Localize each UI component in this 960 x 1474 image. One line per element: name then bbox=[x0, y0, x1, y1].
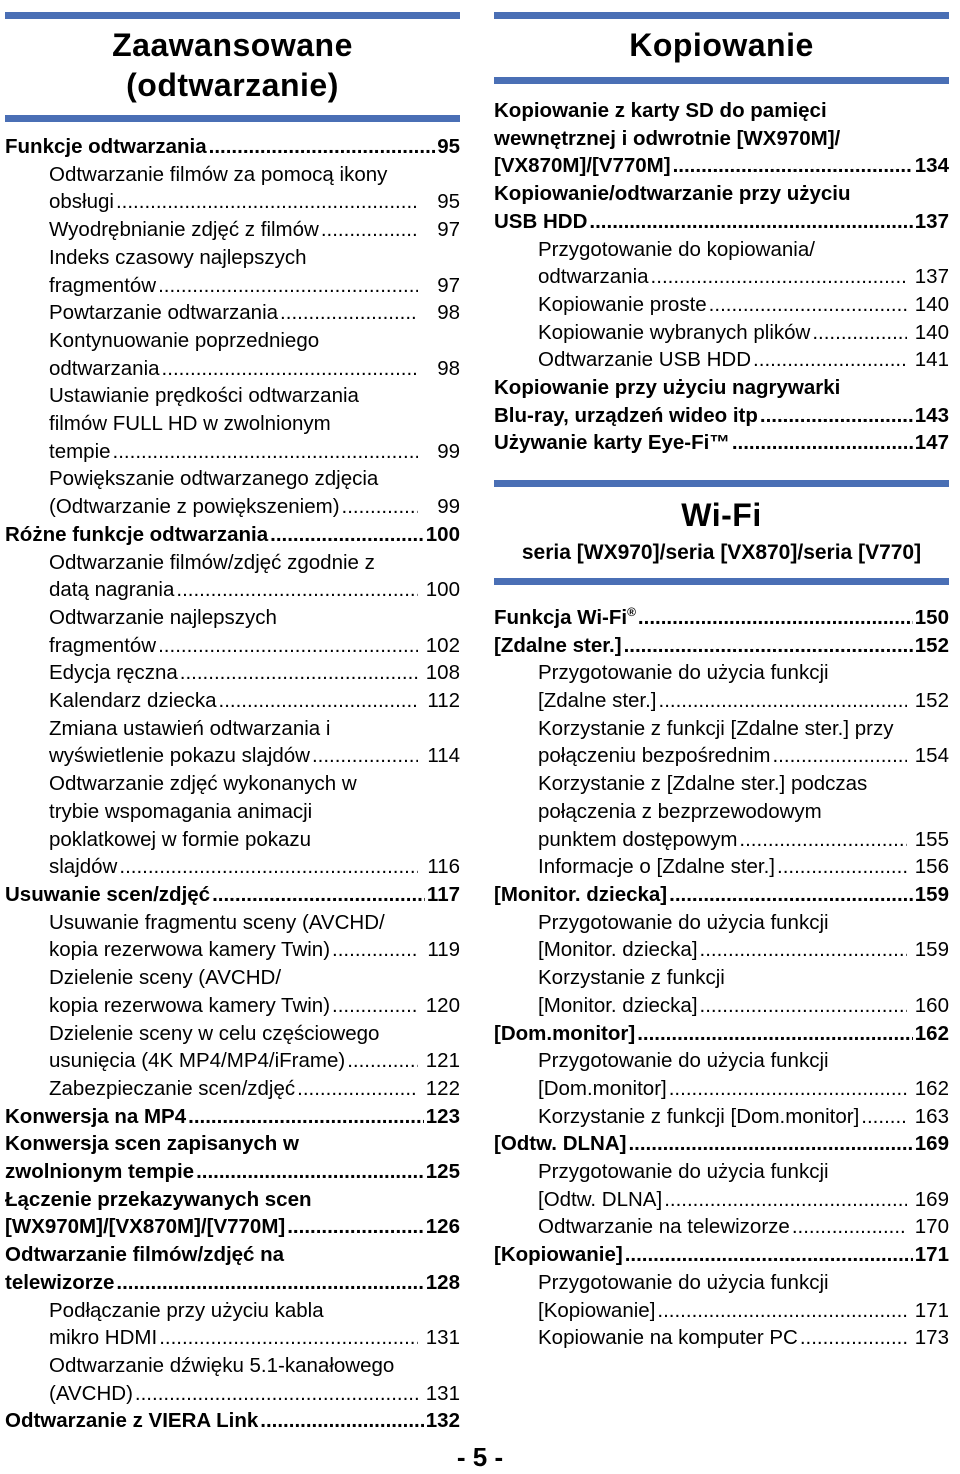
dot-leader bbox=[669, 881, 913, 909]
dot-leader bbox=[800, 1324, 907, 1352]
dot-leader bbox=[760, 402, 913, 430]
dot-leader bbox=[651, 263, 907, 291]
toc-page-number: 99 bbox=[437, 439, 460, 463]
toc-entry-text: Różne funkcje odtwarzania bbox=[5, 522, 269, 546]
toc-entry[interactable] bbox=[494, 180, 949, 235]
toc-page-number: 119 bbox=[427, 938, 460, 962]
toc-subentry[interactable] bbox=[494, 909, 949, 964]
toc-subentry[interactable] bbox=[494, 964, 949, 1019]
toc-page-number: 95 bbox=[437, 190, 460, 214]
section-top-bar bbox=[494, 12, 949, 19]
toc-page-number: 108 bbox=[425, 661, 460, 685]
toc-entry-text: Korzystanie z funkcji [Dom.monitor] bbox=[538, 1104, 860, 1128]
dot-leader bbox=[196, 1158, 424, 1186]
toc-page-number: 122 bbox=[425, 1076, 460, 1100]
toc-page-number: 162 bbox=[914, 1076, 949, 1100]
toc-entry-text: Informacje o [Zdalne ster.] bbox=[538, 855, 776, 879]
toc-entry-text: kopia rezerwowa kamery Twin) bbox=[49, 993, 331, 1017]
toc-entry[interactable] bbox=[5, 1186, 460, 1241]
toc-entry-text: Kopiowanie proste bbox=[538, 292, 707, 316]
toc-subentry[interactable] bbox=[494, 659, 949, 714]
toc-entry-text: [VX870M]/[V770M] bbox=[494, 154, 671, 178]
toc-page-number: 100 bbox=[425, 578, 460, 602]
dot-leader bbox=[176, 576, 418, 604]
dot-leader bbox=[637, 1020, 913, 1048]
section-title: Kopiowanie bbox=[629, 27, 814, 63]
toc-page-number: 169 bbox=[914, 1132, 949, 1156]
toc-entry-text: tempie bbox=[49, 439, 111, 463]
toc-left-column bbox=[5, 0, 460, 1435]
toc-page-number: 143 bbox=[914, 403, 949, 427]
dot-leader bbox=[700, 936, 907, 964]
toc-page-number: 137 bbox=[914, 209, 949, 233]
toc-entry-text: Podłączanie przy użyciu kabla bbox=[49, 1298, 324, 1322]
toc-entry-text: [Zdalne ster.] bbox=[538, 689, 657, 713]
toc-page-number: 169 bbox=[914, 1187, 949, 1211]
toc-page-number: 112 bbox=[427, 689, 460, 713]
toc-entry-text: poklatkowej w formie pokazu bbox=[49, 827, 312, 851]
toc-page-number: 171 bbox=[914, 1298, 949, 1322]
toc-entry-text: Funkcje odtwarzania bbox=[5, 135, 207, 158]
toc-list bbox=[494, 599, 949, 1352]
toc-entry-text: odtwarzania bbox=[49, 356, 160, 380]
dot-leader bbox=[119, 853, 418, 881]
toc-entry[interactable] bbox=[494, 881, 949, 909]
toc-entry[interactable] bbox=[5, 1130, 460, 1185]
dot-leader bbox=[135, 1380, 418, 1408]
toc-entry[interactable] bbox=[5, 521, 460, 549]
toc-entry[interactable] bbox=[494, 97, 949, 180]
dot-leader bbox=[158, 272, 418, 300]
section-bottom-bar bbox=[494, 578, 949, 585]
toc-entry-text: Korzystanie z funkcji [Zdalne ster.] przy bbox=[538, 716, 894, 740]
toc-entry-text: Łączenie przekazywanych scen bbox=[5, 1187, 312, 1211]
toc-entry-text: obsługi bbox=[49, 190, 114, 214]
toc-page-number: 98 bbox=[437, 356, 460, 380]
section-title-line: Zaawansowane bbox=[112, 27, 353, 63]
toc-page-number: 95 bbox=[437, 135, 460, 158]
toc-entry-text: Zmiana ustawień odtwarzania i bbox=[49, 716, 331, 740]
toc-entry-text: zwolnionym tempie bbox=[5, 1160, 195, 1184]
toc-right-column bbox=[494, 0, 949, 1352]
toc-entry-text: Odtwarzanie filmów/zdjęć zgodnie z bbox=[49, 550, 375, 574]
dot-leader bbox=[812, 319, 907, 347]
toc-subentry[interactable] bbox=[494, 1047, 949, 1102]
dot-leader bbox=[700, 992, 907, 1020]
toc-subentry[interactable] bbox=[5, 382, 460, 465]
dot-leader bbox=[347, 1047, 418, 1075]
dot-leader bbox=[297, 1075, 418, 1103]
dot-leader bbox=[159, 1324, 418, 1352]
toc-subentry[interactable] bbox=[5, 549, 460, 604]
toc-entry[interactable] bbox=[5, 1407, 460, 1435]
dot-leader bbox=[342, 493, 418, 521]
toc-page-number: 100 bbox=[425, 522, 460, 546]
page-number: - 5 - bbox=[456, 1442, 504, 1472]
toc-entry-text: wyświetlenie pokazu slajdów bbox=[49, 744, 310, 768]
dot-leader bbox=[116, 188, 418, 216]
toc-entry-text: Kopiowanie na komputer PC bbox=[538, 1326, 798, 1350]
dot-leader bbox=[332, 992, 418, 1020]
toc-entry-text: Konwersja scen zapisanych w bbox=[5, 1132, 299, 1156]
toc-page-number: 159 bbox=[914, 938, 949, 962]
dot-leader bbox=[321, 216, 418, 244]
toc-subentry[interactable] bbox=[494, 346, 949, 374]
toc-entry-text: Przygotowanie do użycia funkcji bbox=[538, 661, 829, 685]
toc-page-number: 154 bbox=[914, 744, 949, 768]
toc-entry-text: Usuwanie scen/zdjęć bbox=[5, 882, 211, 906]
toc-page-number: 114 bbox=[427, 744, 460, 768]
toc-entry-text: datą nagrania bbox=[49, 578, 175, 602]
toc-page-number: 171 bbox=[914, 1243, 949, 1267]
toc-entry-text: Konwersja na MP4 bbox=[5, 1104, 187, 1128]
toc-entry-text: usunięcia (4K MP4/MP4/iFrame) bbox=[49, 1049, 346, 1073]
toc-entry-text: Odtwarzanie zdjęć wykonanych w bbox=[49, 772, 357, 796]
toc-page-number: 150 bbox=[914, 605, 949, 629]
toc-entry-text: wewnętrznej i odwrotnie [WX970M]/ bbox=[494, 126, 841, 150]
dot-leader bbox=[638, 604, 913, 632]
toc-subentry[interactable] bbox=[494, 1269, 949, 1324]
toc-entry-text: [Monitor. dziecka] bbox=[538, 993, 698, 1017]
toc-page-number: 99 bbox=[437, 495, 460, 519]
toc-page-number: 155 bbox=[914, 827, 949, 851]
toc-subentry[interactable] bbox=[494, 1103, 949, 1131]
toc-entry-text: Kalendarz dziecka bbox=[49, 689, 217, 713]
toc-entry-text: Odtwarzanie USB HDD bbox=[538, 348, 752, 372]
toc-entry-text: punktem dostępowym bbox=[538, 827, 738, 851]
toc-subentry[interactable] bbox=[494, 715, 949, 770]
dot-leader bbox=[659, 687, 907, 715]
toc-subentry[interactable] bbox=[494, 236, 949, 291]
dot-leader bbox=[673, 152, 913, 180]
dot-leader bbox=[669, 1075, 907, 1103]
toc-page-number: 126 bbox=[425, 1215, 460, 1239]
toc-entry-text: [Odtw. DLNA] bbox=[538, 1187, 663, 1211]
toc-entry[interactable] bbox=[494, 1241, 949, 1269]
dot-leader bbox=[212, 881, 425, 909]
dot-leader bbox=[116, 1269, 423, 1297]
toc-entry-text: połączeniu bezpośrednim bbox=[538, 744, 771, 768]
toc-subentry[interactable] bbox=[5, 327, 460, 382]
toc-subentry[interactable] bbox=[494, 291, 949, 319]
toc-subentry[interactable] bbox=[494, 319, 949, 347]
dot-leader bbox=[772, 742, 907, 770]
toc-entry-text: [Monitor. dziecka] bbox=[538, 938, 698, 962]
toc-entry[interactable] bbox=[494, 374, 949, 429]
dot-leader bbox=[732, 429, 913, 457]
toc-subentry[interactable] bbox=[5, 1297, 460, 1352]
toc-subentry[interactable] bbox=[5, 161, 460, 216]
toc-subentry[interactable] bbox=[5, 604, 460, 659]
toc-page-number: 134 bbox=[914, 154, 949, 178]
dot-leader bbox=[158, 632, 418, 660]
toc-entry-text: Funkcja Wi-Fi® bbox=[494, 605, 636, 629]
toc-entry-text: Usuwanie fragmentu sceny (AVCHD/ bbox=[49, 910, 385, 934]
toc-subentry[interactable] bbox=[5, 770, 460, 881]
toc-page-number: 125 bbox=[425, 1160, 460, 1184]
toc-entry-text: [Dom.monitor] bbox=[494, 1021, 636, 1045]
dot-leader bbox=[287, 1213, 424, 1241]
toc-page-number: 152 bbox=[914, 689, 949, 713]
toc-subentry[interactable] bbox=[5, 465, 460, 520]
dot-leader bbox=[280, 299, 418, 327]
dot-leader bbox=[332, 936, 418, 964]
toc-entry-text: Przygotowanie do użycia funkcji bbox=[538, 1160, 829, 1184]
toc-entry-text: Odtwarzanie na telewizorze bbox=[538, 1215, 790, 1239]
dot-leader bbox=[664, 1186, 907, 1214]
toc-page-number: 128 bbox=[425, 1270, 460, 1294]
toc-entry-text: Kontynuowanie poprzedniego bbox=[49, 328, 320, 352]
toc-entry-text: USB HDD bbox=[494, 209, 588, 233]
dot-leader bbox=[589, 208, 912, 236]
toc-entry-text: Przygotowanie do użycia funkcji bbox=[538, 1270, 829, 1294]
toc-subentry[interactable] bbox=[5, 715, 460, 770]
toc-entry-text: Korzystanie z funkcji bbox=[538, 966, 725, 990]
dot-leader bbox=[861, 1103, 907, 1131]
toc-entry-text: [Kopiowanie] bbox=[538, 1298, 656, 1322]
section-title: Wi-Fi bbox=[681, 497, 762, 534]
section-title-line: (odtwarzanie) bbox=[126, 67, 339, 103]
toc-page-number: 140 bbox=[914, 320, 949, 344]
section-title bbox=[5, 25, 460, 105]
toc-entry-text: [Dom.monitor] bbox=[538, 1076, 667, 1100]
dot-leader bbox=[624, 632, 913, 660]
toc-entry-text: Odtwarzanie najlepszych bbox=[49, 605, 277, 629]
toc-entry-text: Przygotowanie do użycia funkcji bbox=[538, 910, 829, 934]
section-top-bar bbox=[494, 480, 949, 487]
toc-entry-text: [Odtw. DLNA] bbox=[494, 1132, 627, 1156]
toc-entry-text: Ustawianie prędkości odtwarzania bbox=[49, 384, 359, 408]
toc-entry-text: Edycja ręczna bbox=[49, 661, 178, 685]
dot-leader bbox=[219, 687, 418, 715]
dot-leader bbox=[628, 1130, 912, 1158]
toc-subentry[interactable] bbox=[5, 1075, 460, 1103]
toc-subentry[interactable] bbox=[5, 1020, 460, 1075]
toc-entry[interactable] bbox=[494, 1020, 949, 1048]
section-bottom-bar bbox=[494, 77, 949, 84]
dot-leader bbox=[209, 133, 436, 161]
toc-entry-text: Przygotowanie do użycia funkcji bbox=[538, 1049, 829, 1073]
toc-subentry[interactable] bbox=[494, 1213, 949, 1241]
toc-entry[interactable] bbox=[494, 1130, 949, 1158]
toc-page-number: 131 bbox=[425, 1326, 460, 1350]
toc-list bbox=[494, 97, 949, 457]
toc-entry[interactable] bbox=[494, 429, 949, 457]
dot-leader bbox=[709, 291, 907, 319]
toc-entry-text: fragmentów bbox=[49, 633, 157, 657]
toc-entry-text: [Zdalne ster.] bbox=[494, 633, 622, 657]
toc-entry-text: Odtwarzanie dźwięku 5.1-kanałowego bbox=[49, 1353, 395, 1377]
toc-entry-text: filmów FULL HD w zwolnionym bbox=[49, 412, 331, 436]
toc-page-number: 140 bbox=[914, 292, 949, 316]
dot-leader bbox=[777, 853, 907, 881]
toc-subentry[interactable] bbox=[5, 299, 460, 327]
toc-page-number: 121 bbox=[425, 1049, 460, 1073]
dot-leader bbox=[270, 521, 424, 549]
toc-subentry[interactable] bbox=[494, 853, 949, 881]
toc-entry[interactable] bbox=[494, 632, 949, 660]
toc-subentry[interactable] bbox=[5, 909, 460, 964]
toc-page-number: 163 bbox=[914, 1104, 949, 1128]
toc-subentry[interactable] bbox=[5, 1352, 460, 1407]
toc-page-number: 117 bbox=[426, 882, 460, 906]
toc-subentry[interactable] bbox=[494, 1324, 949, 1352]
toc-entry-text: [Monitor. dziecka] bbox=[494, 883, 668, 906]
toc-entry-text: Używanie karty Eye-Fi™ bbox=[494, 431, 730, 455]
toc-entry-text: Kopiowanie wybranych plików bbox=[538, 320, 811, 344]
toc-page-number: 97 bbox=[437, 218, 460, 242]
toc-page-number: 137 bbox=[914, 265, 949, 289]
toc-subentry[interactable] bbox=[5, 659, 460, 687]
toc-entry-text: Zabezpieczanie scen/zdjęć bbox=[49, 1076, 296, 1100]
dot-leader bbox=[739, 826, 907, 854]
dot-leader bbox=[657, 1297, 907, 1325]
dot-leader bbox=[260, 1407, 424, 1435]
toc-subentry[interactable] bbox=[5, 964, 460, 1019]
toc-entry-text: trybie wspomagania animacji bbox=[49, 799, 313, 823]
toc-subentry[interactable] bbox=[5, 687, 460, 715]
toc-subentry[interactable] bbox=[5, 244, 460, 299]
toc-entry-text: Odtwarzanie filmów/zdjęć na bbox=[5, 1243, 285, 1267]
toc-entry-text: odtwarzania bbox=[538, 265, 649, 289]
toc-entry[interactable] bbox=[5, 133, 460, 161]
toc-page-number: 98 bbox=[437, 301, 460, 325]
dot-leader bbox=[180, 659, 418, 687]
toc-page-number: 97 bbox=[437, 273, 460, 297]
section-subtitle: seria [WX970]/seria [VX870]/seria [V770] bbox=[521, 541, 922, 565]
toc-page-number: 162 bbox=[914, 1021, 949, 1045]
toc-page-number: 170 bbox=[914, 1215, 949, 1239]
toc-entry-text: Odtwarzanie filmów za pomocą ikony bbox=[49, 162, 388, 186]
toc-page-number: 123 bbox=[425, 1104, 460, 1128]
toc-page-number: 147 bbox=[914, 431, 949, 455]
toc-entry[interactable] bbox=[494, 599, 949, 632]
toc-entry-text: Powtarzanie odtwarzania bbox=[49, 301, 279, 325]
dot-leader bbox=[753, 346, 907, 374]
toc-subentry[interactable] bbox=[5, 216, 460, 244]
toc-entry-text: Korzystanie z [Zdalne ster.] podczas bbox=[538, 772, 868, 796]
toc-entry-text: Kopiowanie przy użyciu nagrywarki bbox=[494, 376, 841, 400]
toc-entry-text: [WX970M]/[VX870M]/[V770M] bbox=[5, 1215, 286, 1239]
section-bottom-bar bbox=[5, 115, 460, 122]
toc-entry-text: Kopiowanie z karty SD do pamięci bbox=[494, 99, 827, 122]
toc-entry-text: telewizorze bbox=[5, 1270, 115, 1294]
dot-leader bbox=[792, 1213, 907, 1241]
toc-entry-text: połączenia z bezprzewodowym bbox=[538, 799, 822, 823]
toc-entry-text: kopia rezerwowa kamery Twin) bbox=[49, 938, 331, 962]
toc-page-number: 132 bbox=[425, 1409, 460, 1433]
toc-entry-text: (Odtwarzanie z powiększeniem) bbox=[49, 495, 340, 519]
toc-subentry[interactable] bbox=[494, 770, 949, 853]
toc-entry-text: Indeks czasowy najlepszych bbox=[49, 245, 307, 269]
dot-leader bbox=[188, 1103, 424, 1131]
toc-page-number: 152 bbox=[914, 633, 949, 657]
toc-page-number: 160 bbox=[914, 993, 949, 1017]
toc-entry-text: Przygotowanie do kopiowania/ bbox=[538, 237, 815, 261]
dot-leader bbox=[162, 355, 418, 383]
toc-entry-text: slajdów bbox=[49, 855, 118, 879]
toc-entry-text: (AVCHD) bbox=[49, 1381, 133, 1405]
toc-page-number: 120 bbox=[425, 993, 460, 1017]
toc-page-number: 173 bbox=[914, 1326, 949, 1350]
toc-page-number: 116 bbox=[427, 855, 460, 879]
toc-entry-text: Dzielenie sceny (AVCHD/ bbox=[49, 966, 282, 990]
toc-page-number: 141 bbox=[914, 348, 949, 372]
toc-entry-text: mikro HDMI bbox=[49, 1326, 158, 1350]
toc-page-number: 102 bbox=[425, 633, 460, 657]
toc-entry-text: fragmentów bbox=[49, 273, 157, 297]
toc-entry-text: Dzielenie sceny w celu częściowego bbox=[49, 1021, 380, 1045]
toc-entry[interactable] bbox=[5, 1241, 460, 1296]
toc-entry-text: Wyodrębnianie zdjęć z filmów bbox=[49, 218, 319, 242]
dot-leader bbox=[625, 1241, 913, 1269]
dot-leader bbox=[113, 438, 418, 466]
section-top-bar bbox=[5, 12, 460, 19]
toc-page-number: 156 bbox=[914, 855, 949, 879]
toc-entry[interactable] bbox=[5, 1103, 460, 1131]
toc-list bbox=[5, 133, 460, 1435]
toc-entry-text: [Kopiowanie] bbox=[494, 1243, 623, 1267]
dot-leader bbox=[312, 742, 418, 770]
toc-page-number: 131 bbox=[425, 1381, 460, 1405]
toc-entry[interactable] bbox=[5, 881, 460, 909]
toc-entry-text: Blu-ray, urządzeń wideo itp bbox=[494, 403, 758, 427]
toc-entry-text: Odtwarzanie z VIERA Link bbox=[5, 1409, 259, 1433]
toc-entry-text: Kopiowanie/odtwarzanie przy użyciu bbox=[494, 182, 851, 206]
toc-page-number: 159 bbox=[914, 883, 949, 906]
toc-subentry[interactable] bbox=[494, 1158, 949, 1213]
toc-entry-text: Powiększanie odtwarzanego zdjęcia bbox=[49, 467, 379, 491]
